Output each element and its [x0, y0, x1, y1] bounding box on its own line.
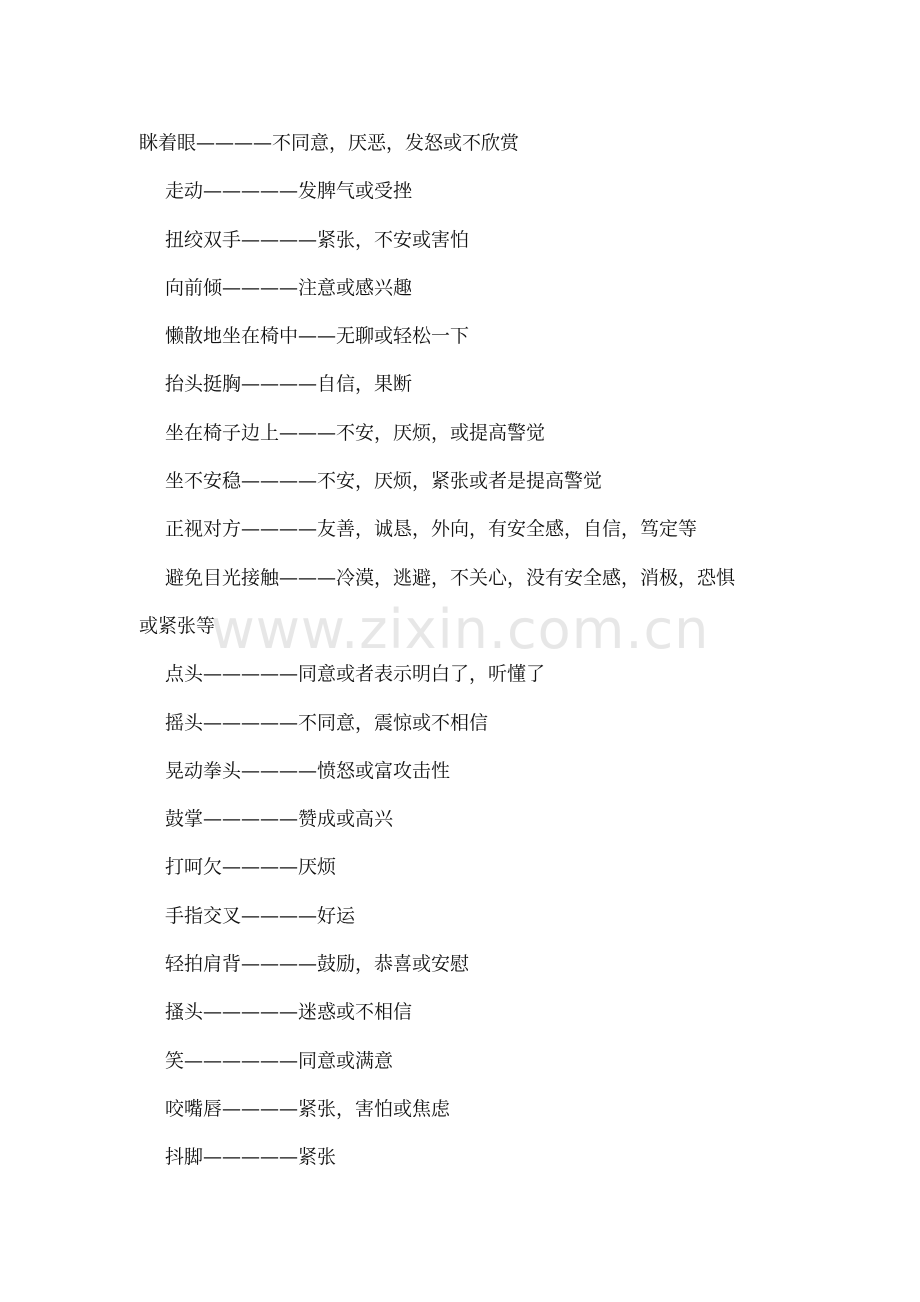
- text-line: 咬嘴唇————紧张，害怕或焦虑: [165, 1097, 451, 1120]
- text-line: 抬头挺胸————自信，果断: [165, 373, 413, 396]
- text-line: 摇头—————不同意，震惊或不相信: [165, 711, 489, 734]
- text-line: 扭绞双手————紧张，不安或害怕: [165, 228, 470, 251]
- text-line: 手指交叉————好运: [165, 904, 356, 927]
- text-line: 坐不安稳————不安，厌烦，紧张或者是提高警觉: [165, 470, 603, 493]
- text-line: 抖脚—————紧张: [165, 1146, 337, 1169]
- text-line: 坐在椅子边上———不安，厌烦，或提高警觉: [165, 421, 546, 444]
- document-body: [139, 119, 789, 1182]
- text-line: 懒散地坐在椅中——无聊或轻松一下: [165, 325, 470, 348]
- watermark: www.zixin.com.cn: [210, 598, 710, 661]
- text-line: 打呵欠————厌烦: [165, 856, 337, 879]
- text-line: 鼓掌—————赞成或高兴: [165, 808, 394, 831]
- text-line: 笑——————同意或满意: [165, 1049, 394, 1072]
- text-line: 向前倾————注意或感兴趣: [165, 276, 413, 299]
- text-line: 轻拍肩背————鼓励，恭喜或安慰: [165, 953, 470, 976]
- text-line: 眯着眼————不同意，厌恶，发怒或不欣赏: [139, 132, 520, 154]
- text-line: 正视对方————友善，诚恳，外向，有安全感，自信，笃定等: [165, 518, 698, 541]
- text-line: 晃动拳头————愤怒或富攻击性: [165, 759, 451, 782]
- text-line: 走动—————发脾气或受挫: [165, 180, 413, 203]
- text-line: 搔头—————迷惑或不相信: [165, 1001, 413, 1024]
- text-line: 或紧张等: [139, 614, 216, 637]
- text-line: 避免目光接触———冷漠，逃避，不关心，没有安全感，消极，恐惧: [165, 566, 736, 589]
- text-line: 点头—————同意或者表示明白了，听懂了: [165, 663, 546, 686]
